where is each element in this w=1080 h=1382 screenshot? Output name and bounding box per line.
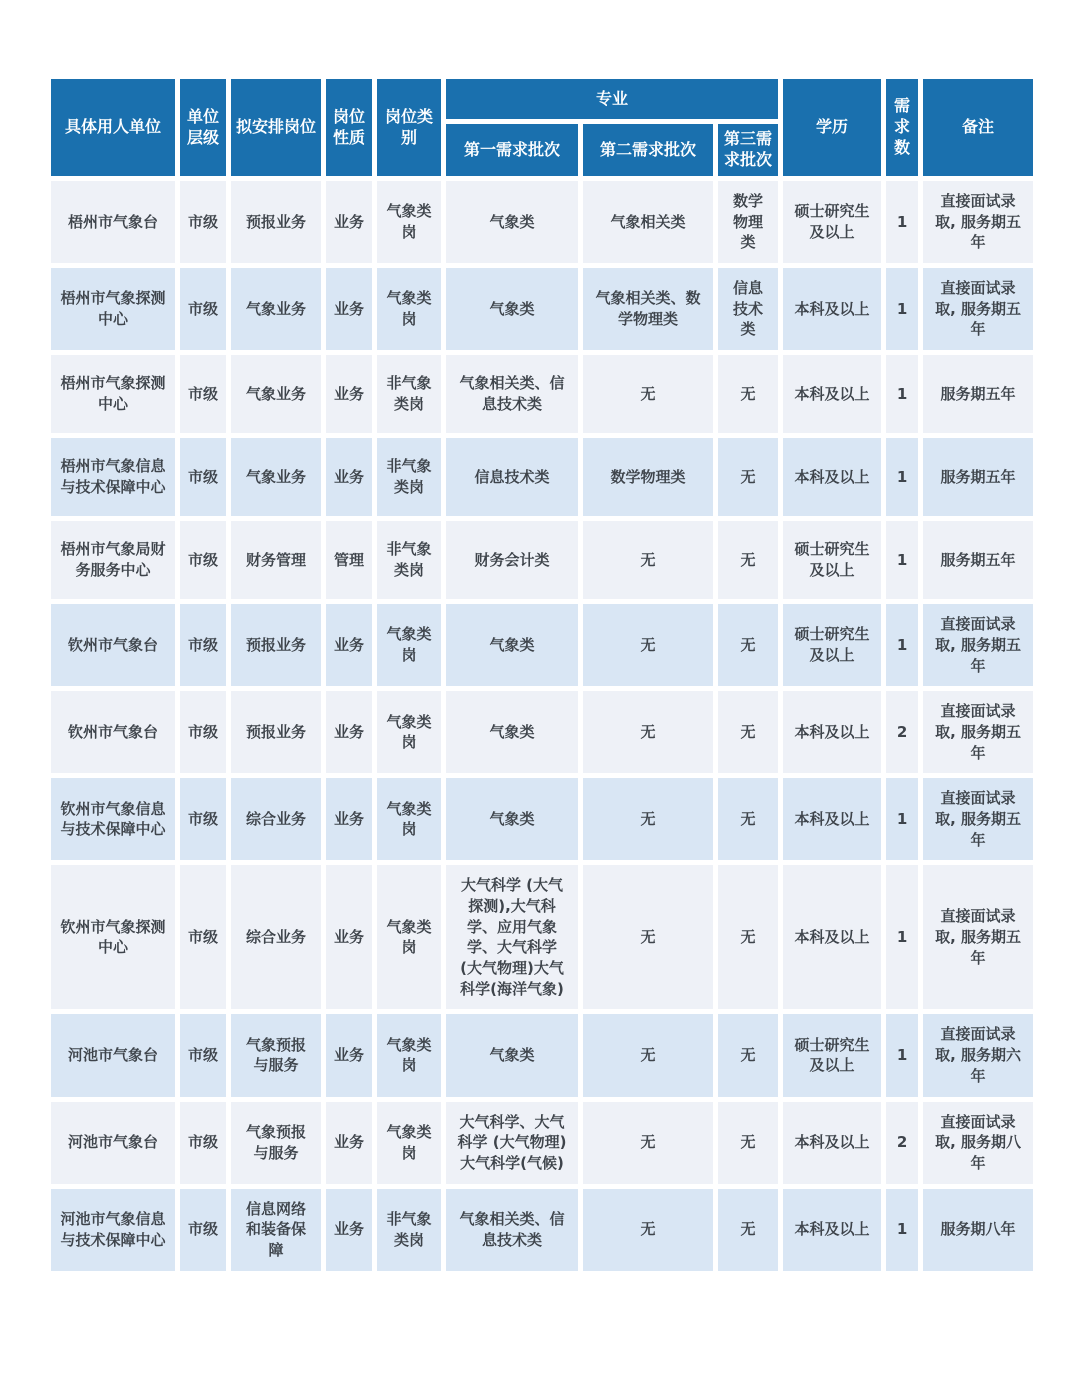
cell-education: 本科及以上	[783, 438, 881, 516]
cell-batch2: 气象相关类	[583, 181, 713, 263]
cell-remark: 直接面试录取, 服务期五年	[923, 865, 1033, 1009]
cell-education: 本科及以上	[783, 355, 881, 433]
cell-nature: 业务	[326, 1014, 372, 1096]
cell-batch3: 无	[718, 438, 778, 516]
cell-count: 1	[886, 181, 918, 263]
cell-education: 本科及以上	[783, 778, 881, 860]
cell-level: 市级	[180, 604, 226, 686]
cell-position: 气象预报与服务	[231, 1014, 321, 1096]
cell-category: 非气象类岗	[377, 1189, 441, 1271]
cell-nature: 业务	[326, 865, 372, 1009]
cell-remark: 直接面试录取, 服务期五年	[923, 778, 1033, 860]
cell-level: 市级	[180, 438, 226, 516]
cell-batch3: 无	[718, 691, 778, 773]
cell-unit: 河池市气象台	[51, 1014, 175, 1096]
cell-nature: 业务	[326, 1189, 372, 1271]
table-body	[51, 181, 1033, 1271]
cell-nature: 管理	[326, 521, 372, 599]
cell-batch2: 无	[583, 1189, 713, 1271]
cell-count: 1	[886, 438, 918, 516]
cell-category: 气象类岗	[377, 691, 441, 773]
col-header-batch1: 第一需求批次	[446, 124, 578, 176]
cell-batch3: 无	[718, 1102, 778, 1184]
cell-nature: 业务	[326, 268, 372, 350]
cell-count: 1	[886, 865, 918, 1009]
cell-count: 1	[886, 268, 918, 350]
cell-position: 预报业务	[231, 604, 321, 686]
cell-position: 预报业务	[231, 181, 321, 263]
table-header	[51, 79, 1033, 176]
cell-nature: 业务	[326, 1102, 372, 1184]
cell-level: 市级	[180, 268, 226, 350]
cell-unit: 河池市气象信息与技术保障中心	[51, 1189, 175, 1271]
table-row	[51, 1014, 1033, 1096]
cell-unit: 梧州市气象探测中心	[51, 268, 175, 350]
cell-batch1: 财务会计类	[446, 521, 578, 599]
cell-batch1: 气象类	[446, 1014, 578, 1096]
cell-education: 本科及以上	[783, 1189, 881, 1271]
cell-level: 市级	[180, 778, 226, 860]
cell-nature: 业务	[326, 438, 372, 516]
cell-level: 市级	[180, 521, 226, 599]
col-header-position: 拟安排岗位	[231, 79, 321, 176]
cell-unit: 钦州市气象信息与技术保障中心	[51, 778, 175, 860]
col-header-major-group: 专业	[446, 79, 778, 119]
cell-batch1: 气象相关类、信息技术类	[446, 355, 578, 433]
cell-batch2: 数学物理类	[583, 438, 713, 516]
cell-remark: 服务期五年	[923, 521, 1033, 599]
cell-level: 市级	[180, 355, 226, 433]
cell-count: 1	[886, 521, 918, 599]
cell-level: 市级	[180, 181, 226, 263]
col-header-batch3: 第三需求批次	[718, 124, 778, 176]
cell-batch1: 气象类	[446, 268, 578, 350]
table-row	[51, 778, 1033, 860]
cell-batch3: 无	[718, 355, 778, 433]
cell-batch2: 无	[583, 355, 713, 433]
cell-count: 2	[886, 691, 918, 773]
cell-unit: 梧州市气象信息与技术保障中心	[51, 438, 175, 516]
cell-batch3: 无	[718, 521, 778, 599]
cell-category: 气象类岗	[377, 1014, 441, 1096]
table-row	[51, 355, 1033, 433]
table-row	[51, 604, 1033, 686]
cell-batch1: 气象类	[446, 181, 578, 263]
cell-batch1: 气象类	[446, 604, 578, 686]
cell-category: 非气象类岗	[377, 355, 441, 433]
cell-education: 本科及以上	[783, 865, 881, 1009]
cell-education: 本科及以上	[783, 1102, 881, 1184]
cell-position: 气象预报与服务	[231, 1102, 321, 1184]
cell-remark: 直接面试录取, 服务期八年	[923, 1102, 1033, 1184]
cell-batch1: 气象相关类、信息技术类	[446, 1189, 578, 1271]
cell-batch2: 无	[583, 691, 713, 773]
cell-remark: 服务期五年	[923, 355, 1033, 433]
cell-count: 1	[886, 355, 918, 433]
cell-remark: 直接面试录取, 服务期五年	[923, 691, 1033, 773]
table-row	[51, 1102, 1033, 1184]
cell-unit: 河池市气象台	[51, 1102, 175, 1184]
cell-level: 市级	[180, 691, 226, 773]
cell-level: 市级	[180, 1102, 226, 1184]
cell-education: 硕士研究生及以上	[783, 521, 881, 599]
cell-unit: 钦州市气象探测中心	[51, 865, 175, 1009]
cell-batch1: 大气科学、大气科学 (大气物理)大气科学(气候)	[446, 1102, 578, 1184]
cell-position: 财务管理	[231, 521, 321, 599]
table-row	[51, 1189, 1033, 1271]
cell-position: 综合业务	[231, 865, 321, 1009]
cell-level: 市级	[180, 865, 226, 1009]
table-row	[51, 691, 1033, 773]
cell-count: 1	[886, 1189, 918, 1271]
col-header-education: 学历	[783, 79, 881, 176]
cell-batch3: 无	[718, 1189, 778, 1271]
cell-count: 1	[886, 1014, 918, 1096]
cell-education: 本科及以上	[783, 268, 881, 350]
cell-position: 信息网络和装备保障	[231, 1189, 321, 1271]
recruitment-table	[46, 74, 1038, 1276]
cell-category: 气象类岗	[377, 268, 441, 350]
cell-position: 气象业务	[231, 355, 321, 433]
cell-category: 非气象类岗	[377, 438, 441, 516]
cell-batch2: 无	[583, 521, 713, 599]
cell-remark: 服务期八年	[923, 1189, 1033, 1271]
cell-category: 气象类岗	[377, 778, 441, 860]
cell-nature: 业务	[326, 604, 372, 686]
cell-remark: 服务期五年	[923, 438, 1033, 516]
cell-batch1: 信息技术类	[446, 438, 578, 516]
table-row	[51, 865, 1033, 1009]
cell-education: 硕士研究生及以上	[783, 1014, 881, 1096]
cell-batch3: 无	[718, 865, 778, 1009]
cell-education: 硕士研究生及以上	[783, 604, 881, 686]
cell-batch3: 无	[718, 778, 778, 860]
cell-category: 气象类岗	[377, 1102, 441, 1184]
col-header-category: 岗位类别	[377, 79, 441, 176]
cell-category: 气象类岗	[377, 181, 441, 263]
cell-nature: 业务	[326, 778, 372, 860]
cell-batch1: 大气科学 (大气探测),大气科学、应用气象学、大气科学 (大气物理)大气科学(海洋气象)	[446, 865, 578, 1009]
cell-unit: 梧州市气象探测中心	[51, 355, 175, 433]
col-header-level: 单位层级	[180, 79, 226, 176]
cell-unit: 钦州市气象台	[51, 691, 175, 773]
cell-remark: 直接面试录取, 服务期五年	[923, 268, 1033, 350]
cell-unit: 梧州市气象局财务服务中心	[51, 521, 175, 599]
cell-position: 气象业务	[231, 438, 321, 516]
col-header-unit: 具体用人单位	[51, 79, 175, 176]
table-row	[51, 438, 1033, 516]
cell-batch1: 气象类	[446, 778, 578, 860]
cell-nature: 业务	[326, 691, 372, 773]
cell-batch1: 气象类	[446, 691, 578, 773]
cell-batch2: 无	[583, 604, 713, 686]
cell-count: 1	[886, 778, 918, 860]
cell-count: 1	[886, 604, 918, 686]
cell-batch2: 无	[583, 1014, 713, 1096]
cell-position: 气象业务	[231, 268, 321, 350]
table-row	[51, 521, 1033, 599]
cell-remark: 直接面试录取, 服务期五年	[923, 181, 1033, 263]
col-header-remark: 备注	[923, 79, 1033, 176]
cell-education: 硕士研究生及以上	[783, 181, 881, 263]
cell-batch2: 无	[583, 865, 713, 1009]
cell-batch3: 信息技术类	[718, 268, 778, 350]
col-header-count: 需求数	[886, 79, 918, 176]
cell-unit: 钦州市气象台	[51, 604, 175, 686]
cell-position: 综合业务	[231, 778, 321, 860]
cell-batch3: 无	[718, 604, 778, 686]
cell-batch2: 无	[583, 1102, 713, 1184]
cell-count: 2	[886, 1102, 918, 1184]
table-row	[51, 268, 1033, 350]
col-header-nature: 岗位性质	[326, 79, 372, 176]
col-header-batch2: 第二需求批次	[583, 124, 713, 176]
cell-education: 本科及以上	[783, 691, 881, 773]
cell-remark: 直接面试录取, 服务期六年	[923, 1014, 1033, 1096]
cell-nature: 业务	[326, 181, 372, 263]
cell-level: 市级	[180, 1189, 226, 1271]
cell-batch2: 无	[583, 778, 713, 860]
cell-category: 非气象类岗	[377, 521, 441, 599]
cell-nature: 业务	[326, 355, 372, 433]
cell-category: 气象类岗	[377, 604, 441, 686]
cell-remark: 直接面试录取, 服务期五年	[923, 604, 1033, 686]
cell-position: 预报业务	[231, 691, 321, 773]
cell-unit: 梧州市气象台	[51, 181, 175, 263]
table-row	[51, 181, 1033, 263]
cell-category: 气象类岗	[377, 865, 441, 1009]
cell-batch3: 数学物理类	[718, 181, 778, 263]
cell-batch2: 气象相关类、数学物理类	[583, 268, 713, 350]
cell-batch3: 无	[718, 1014, 778, 1096]
cell-level: 市级	[180, 1014, 226, 1096]
